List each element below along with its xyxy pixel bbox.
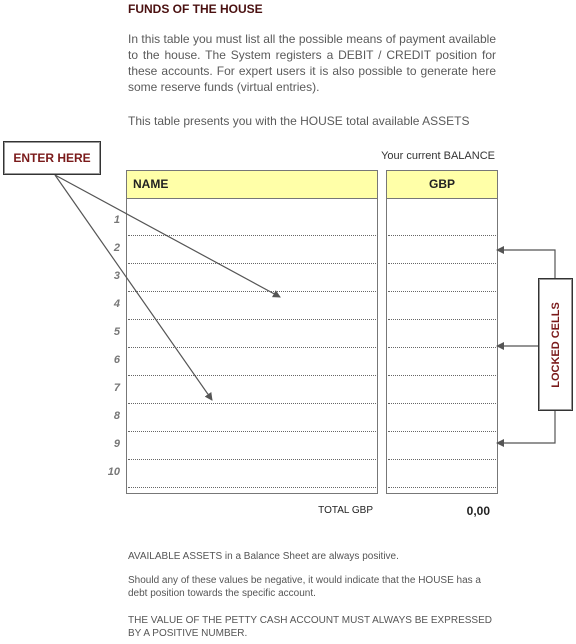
page-title: FUNDS OF THE HOUSE <box>128 2 263 16</box>
locked-cells-label: LOCKED CELLS <box>549 301 562 388</box>
row-number: 5 <box>113 326 120 338</box>
note-negative-values: Should any of these values be negative, it would indicate that the HOUSE has a debt position towards the specific account. <box>128 575 481 599</box>
row-number: 4 <box>113 298 120 310</box>
row-number: 3 <box>113 270 120 282</box>
locked-cells-callout <box>538 278 573 411</box>
enter-arrow-2 <box>55 175 212 400</box>
assets-description: This table presents you with the HOUSE total available ASSETS <box>128 114 470 128</box>
intro-paragraph: In this table you must list all the possible means of payment available to the house. The System registers a DEBIT / CREDIT position for these accounts. For expert users it is also possible to generate here some reserve funds (virtual entries). <box>128 32 496 94</box>
row-number: 9 <box>113 438 120 450</box>
note-petty-cash: THE VALUE OF THE PETTY CASH ACCOUNT MUST ALWAYS BE EXPRESSED BY A POSITIVE NUMBER. <box>128 615 492 639</box>
row-number: 8 <box>113 410 120 422</box>
gbp-column-header: GBP <box>387 171 497 199</box>
balance-caption: Your current BALANCE <box>381 150 495 162</box>
row-number: 7 <box>113 382 120 394</box>
enter-arrow-1 <box>55 175 280 297</box>
row-number: 1 <box>113 214 120 226</box>
name-column-header: NAME <box>127 171 377 199</box>
row-number: 6 <box>113 354 120 366</box>
note-assets-positive: AVAILABLE ASSETS in a Balance Sheet are always positive. <box>128 551 399 562</box>
row-number: 2 <box>113 242 120 254</box>
row-number: 10 <box>107 466 120 478</box>
total-label: TOTAL GBP <box>318 505 373 516</box>
enter-here-callout: ENTER HERE <box>3 141 101 175</box>
total-value: 0,00 <box>466 504 490 518</box>
